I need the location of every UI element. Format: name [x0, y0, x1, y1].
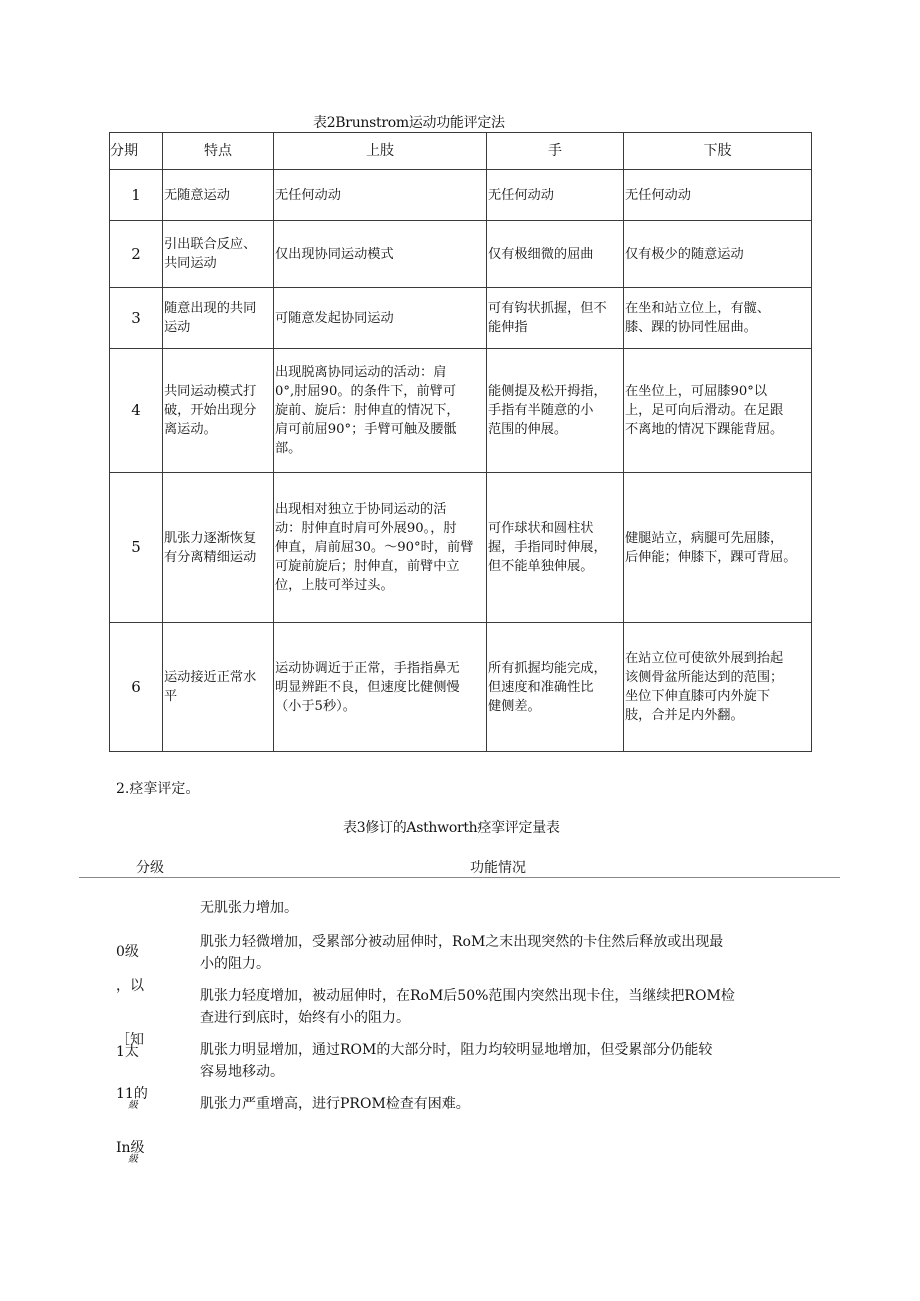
cell-line: 可有钩状抓握，但不 — [488, 301, 607, 316]
lower-limb-cell — [624, 623, 812, 752]
desc-line: 肌张力轻微增加，受累部分被动屈伸时，RoM之末出现突然的卡住然后释放或出现最 — [200, 934, 724, 950]
cell-line: 动：肘伸直时肩可外展90。，肘 — [275, 521, 457, 536]
desc-line: 肌张力严重增高，进行PROM检查有困难。 — [200, 1096, 470, 1112]
grade-description — [200, 931, 800, 975]
cell-line: 部。 — [275, 441, 302, 456]
grade-line: 級 — [128, 1100, 138, 1111]
table3-caption: 表3修订的Asthworth痉挛评定量表 — [343, 820, 560, 836]
lower-limb-cell — [624, 349, 812, 473]
desc-line: 肌张力明显增加，通过ROM的大部分时，阻力均较明显地增加，但受累部分仍能较 — [200, 1042, 713, 1058]
header-upper-limb: 上肢 — [274, 133, 487, 170]
grade-description — [200, 985, 800, 1029]
cell-line: 但不能单独伸展。 — [488, 559, 594, 574]
table-header-row — [110, 133, 812, 170]
upper-limb-cell — [274, 288, 487, 349]
lower-limb-cell — [624, 221, 812, 288]
cell-line: （小于5秒）。 — [275, 698, 356, 714]
cell-line: 仅有极少的随意运动 — [625, 246, 744, 262]
header-hand: 手 — [487, 133, 624, 170]
grade-line: 11的 — [116, 1086, 148, 1102]
cell-line: 运动接近正常水 — [164, 670, 257, 685]
cell-line: 共同运动 — [164, 256, 217, 271]
cell-line: 离运动。 — [164, 422, 217, 437]
upper-limb-cell — [274, 623, 487, 752]
grade-description — [200, 1039, 800, 1083]
grade-line: ［知 — [116, 1032, 144, 1048]
cell-line: 仅有极细微的屈曲 — [488, 246, 594, 262]
cell-line: 无随意运动 — [164, 187, 230, 203]
hand-cell — [487, 623, 624, 752]
desc-line: 小的阻力。 — [200, 956, 270, 972]
brunstrom-table — [109, 132, 812, 752]
stage-cell: 2 — [110, 221, 163, 288]
cell-line: 随意出现的共同 — [164, 301, 257, 316]
lower-limb-cell — [624, 473, 812, 623]
cell-line: 明显辨距不良，但速度比健侧慢 — [275, 679, 460, 695]
feature-cell — [163, 221, 274, 288]
table-row — [110, 288, 812, 349]
table-row — [110, 473, 812, 623]
cell-line: 能侧提及松开拇指， — [488, 384, 607, 399]
cell-line: 有分离精细运动 — [164, 549, 257, 565]
upper-limb-cell — [274, 349, 487, 473]
grade-line: 1太 — [116, 1044, 139, 1060]
cell-line: 旋前、旋后：肘伸直的情况下， — [275, 403, 460, 418]
grade-line: In级 — [116, 1140, 145, 1156]
cell-line: 健侧差。 — [488, 698, 541, 714]
ashworth-table-header — [79, 856, 840, 878]
cell-line: 仅出现协同运动模式 — [275, 246, 394, 262]
cell-line: 位，上肢可举过头。 — [275, 578, 394, 593]
grade-label — [116, 1093, 186, 1203]
cell-line: 所有抓握均能完成， — [488, 660, 607, 676]
cell-line: 运动 — [164, 320, 191, 335]
cell-line: 可旋前旋后；肘伸直，前臂中立 — [275, 559, 460, 574]
feature-cell — [163, 349, 274, 473]
desc-line: 肌张力轻度增加，被动屈伸时，在RoM后50%范围内突然出现卡住，当继续把ROM检 — [200, 988, 735, 1004]
stage-cell: 3 — [110, 288, 163, 349]
hand-cell — [487, 473, 624, 623]
header-feature: 特点 — [163, 133, 274, 170]
cell-line: 0°,肘屈90。的条件下，前臂可 — [275, 384, 457, 399]
cell-line: 在坐位上，可屈膝90°以 — [625, 384, 768, 399]
cell-line: 出现相对独立于协同运动的活 — [275, 502, 447, 517]
stage-cell: 5 — [110, 473, 163, 623]
header-stage: 分期 — [110, 133, 163, 170]
cell-line: 握，手指同时伸展， — [488, 540, 607, 555]
cell-line: 伸直，肩前屈30。～90°时，前臂 — [275, 540, 474, 555]
hand-cell — [487, 221, 624, 288]
hand-cell — [487, 288, 624, 349]
cell-line: 可作球状和圆柱状 — [488, 521, 594, 536]
stage-cell: 1 — [110, 170, 163, 221]
desc-line: 容易地移动。 — [200, 1064, 284, 1080]
cell-line: 无任何动动 — [625, 187, 691, 203]
lower-limb-cell — [624, 288, 812, 349]
cell-line: 运动协调近于正常，手指指鼻无 — [275, 660, 460, 676]
desc-line: 查进行到底时，始终有小的阻力。 — [200, 1010, 410, 1026]
cell-line: 膝、踝的协同性屈曲。 — [625, 320, 757, 335]
cell-line: 但速度和准确性比 — [488, 679, 594, 695]
stage-cell: 4 — [110, 349, 163, 473]
table2-caption: 表2Brunstrom运动功能评定法 — [313, 115, 505, 131]
upper-limb-cell — [274, 170, 487, 221]
feature-cell — [163, 623, 274, 752]
header-lower-limb: 下肢 — [624, 133, 812, 170]
header-function: 功能情况 — [470, 860, 526, 876]
cell-line: 手指有半随意的小 — [488, 403, 594, 418]
cell-line: 共同运动模式打 — [164, 384, 257, 399]
feature-cell — [163, 170, 274, 221]
feature-cell — [163, 288, 274, 349]
hand-cell — [487, 170, 624, 221]
cell-line: 可随意发起协同运动 — [275, 310, 394, 326]
cell-line: 上，足可向后滑动。在足跟 — [625, 403, 784, 418]
grade-line: 級 — [128, 1154, 138, 1165]
cell-line: 无任何动动 — [275, 187, 341, 203]
cell-line: 在坐和站立位上，有髋、 — [625, 301, 771, 316]
cell-line: 肢，合并足内外翻。 — [625, 708, 744, 723]
cell-line: 不离地的情况下踝能背屈。 — [625, 422, 784, 437]
cell-line: 后伸能；伸膝下，踝可背屈。 — [625, 549, 797, 565]
cell-line: 破，开始出现分 — [164, 403, 257, 418]
upper-limb-cell — [274, 221, 487, 288]
cell-line: 健腿站立，病腿可先屈膝， — [625, 530, 784, 546]
header-grade: 分级 — [136, 860, 164, 876]
cell-line: 平 — [164, 689, 178, 704]
lower-limb-cell — [624, 170, 812, 221]
upper-limb-cell — [274, 473, 487, 623]
section-heading: 2.痉挛评定。 — [116, 781, 200, 797]
cell-line: 出现脱离协同运动的活动：肩 — [275, 365, 447, 380]
cell-line: 无任何动动 — [488, 187, 554, 203]
cell-line: 肩可前屈90°；手臂可触及腰骶 — [275, 422, 457, 437]
grade-description — [200, 1093, 800, 1115]
desc-line: 无肌张力增加。 — [200, 900, 298, 916]
cell-line: 在站立位可使欲外展到抬起 — [625, 651, 784, 666]
grade-line: 0级 — [116, 944, 139, 960]
table-row — [110, 623, 812, 752]
table-row — [110, 221, 812, 288]
table-row — [110, 170, 812, 221]
cell-line: 能伸指 — [488, 320, 528, 335]
feature-cell — [163, 473, 274, 623]
hand-cell — [487, 349, 624, 473]
grade-line: ，以 — [116, 978, 144, 994]
table-row — [110, 349, 812, 473]
cell-line: 肌张力逐渐恢复 — [164, 530, 257, 546]
cell-line: 该侧骨盆所能达到的范围； — [625, 670, 784, 685]
cell-line: 坐位下伸直膝可内外旋下 — [625, 689, 771, 704]
grade-description — [200, 897, 800, 919]
cell-line: 范围的伸展。 — [488, 422, 568, 437]
stage-cell: 6 — [110, 623, 163, 752]
cell-line: 引出联合反应、 — [164, 237, 257, 252]
